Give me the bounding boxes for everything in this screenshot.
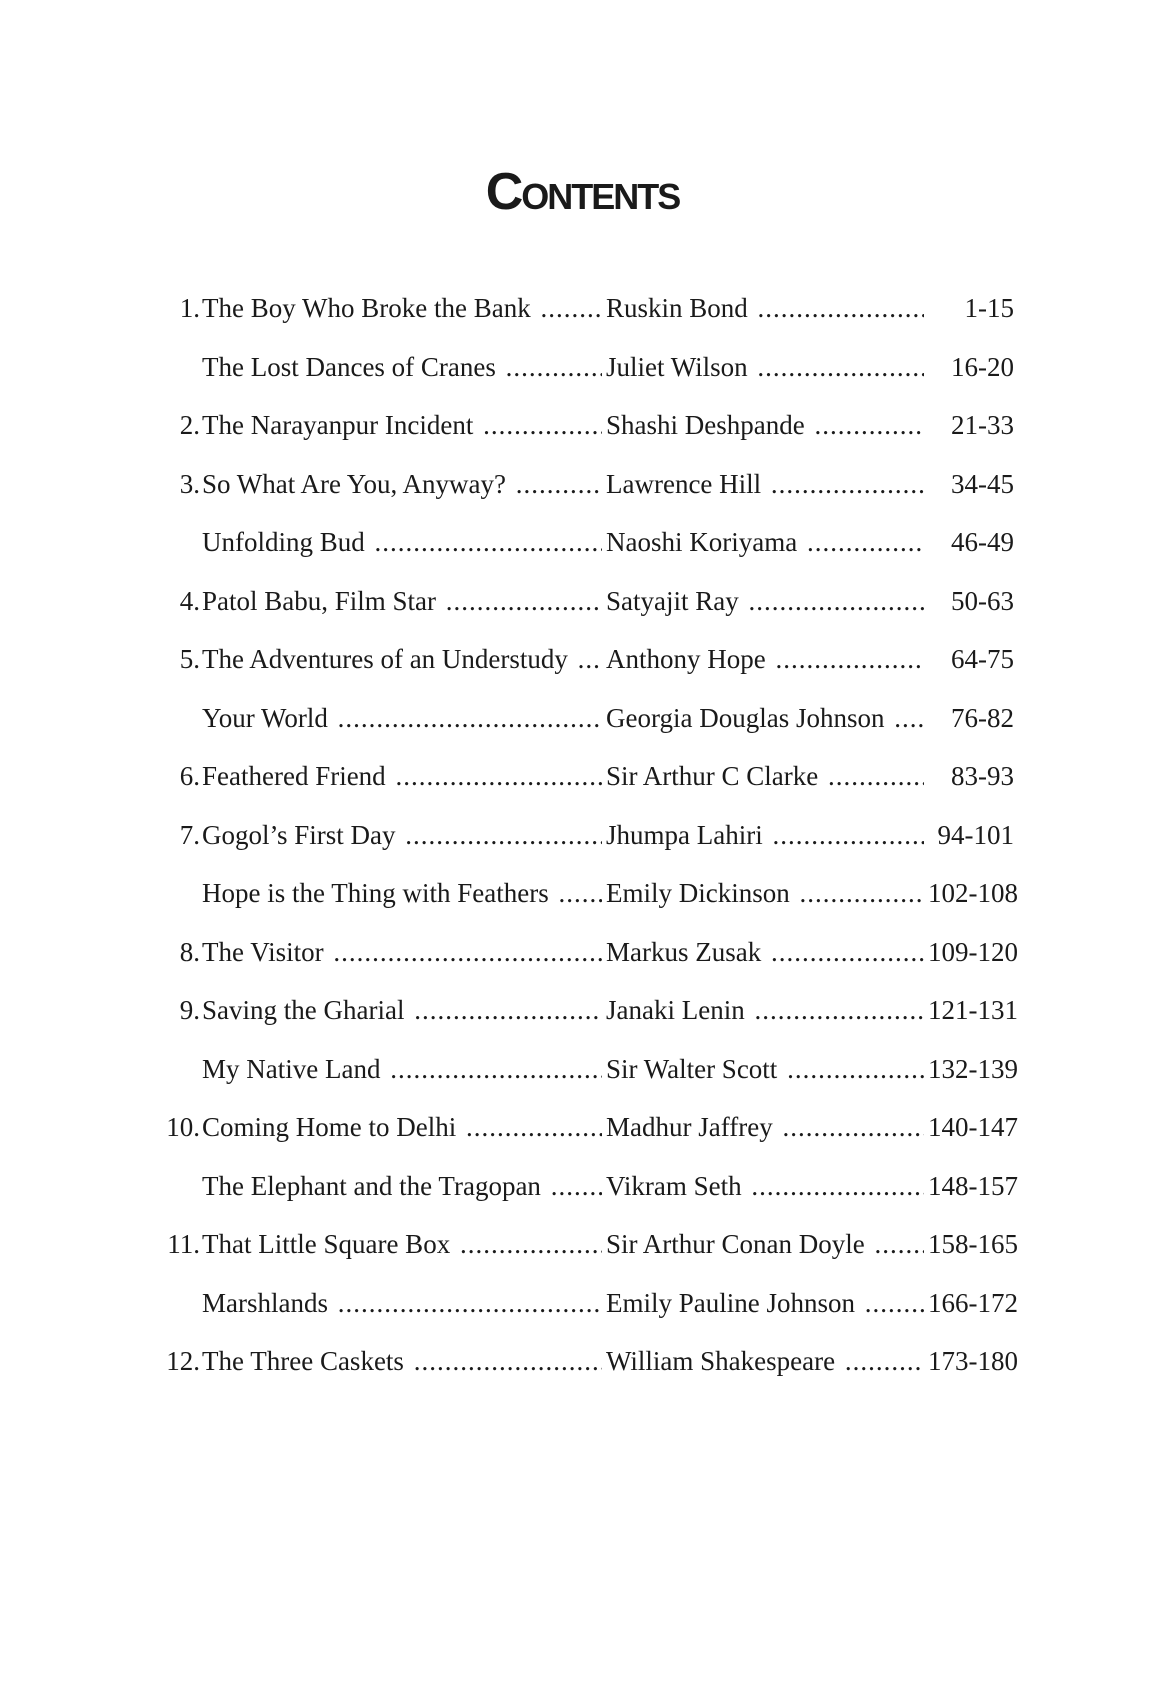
entry-pages: 83-93 [924, 756, 1014, 796]
entry-title: The Narayanpur Incident ..... [202, 405, 602, 445]
toc-entry[interactable] [0, 288, 1165, 328]
entry-pages: 1-15 [924, 288, 1014, 328]
entry-author: Markus Zusak ..... [606, 932, 924, 972]
entry-author: Emily Dickinson ..... [606, 873, 924, 913]
entry-number: 2. [179, 410, 200, 440]
entry-number: 9. [179, 995, 200, 1025]
entry-number: 7. [179, 819, 200, 850]
entry-author: Shashi Deshpande ..... [606, 405, 924, 445]
toc-entry[interactable] [0, 1341, 1165, 1381]
entry-pages: 140-147 [924, 1107, 1014, 1147]
entry-author: Vikram Seth ..... [606, 1166, 924, 1206]
toc-entry[interactable] [0, 932, 1165, 972]
entry-title: Coming Home to Delhi ..... [202, 1107, 602, 1147]
toc-entry[interactable] [0, 873, 1165, 913]
entry-title: The Adventures of an Understudy ..... [202, 639, 602, 679]
entry-author: Georgia Douglas Johnson ..... [606, 698, 924, 738]
entry-number: 6. [179, 761, 200, 791]
entry-pages: 46-49 [924, 522, 1014, 562]
toc-entry[interactable] [0, 1166, 1165, 1206]
entry-number: 10. [166, 1112, 200, 1142]
toc-entry[interactable] [0, 581, 1165, 621]
entry-title: Hope is the Thing with Feathers ..... [202, 873, 602, 913]
toc-entry[interactable] [0, 698, 1165, 738]
entry-pages: 94-101 [924, 815, 1014, 855]
toc-entry[interactable] [0, 639, 1165, 679]
entry-title: Unfolding Bud ..... [202, 522, 602, 562]
entry-title: My Native Land ..... [202, 1049, 602, 1089]
entry-pages: 102-108 [924, 873, 1014, 913]
entry-pages: 132-139 [924, 1049, 1014, 1089]
entry-number: 11. [167, 1229, 200, 1259]
entry-pages: 173-180 [924, 1341, 1014, 1381]
toc-entry[interactable] [0, 815, 1165, 855]
entry-title: The Visitor ..... [202, 932, 602, 972]
entry-title: Marshlands ..... [202, 1283, 602, 1323]
entry-author: Satyajit Ray ..... [606, 581, 924, 621]
entry-author: Sir Walter Scott ..... [606, 1049, 924, 1089]
entry-number: 12. [166, 1346, 200, 1376]
entry-author: Lawrence Hill ..... [606, 464, 924, 504]
toc-entry[interactable] [0, 1049, 1165, 1089]
entry-author: Sir Arthur Conan Doyle ..... [606, 1224, 924, 1264]
entry-title: The Elephant and the Tragopan ..... [202, 1166, 602, 1206]
entry-pages: 166-172 [924, 1283, 1014, 1323]
entry-pages: 158-165 [924, 1224, 1014, 1264]
toc-entry[interactable] [0, 1107, 1165, 1147]
entry-number: 3. [179, 468, 200, 499]
entry-author: Jhumpa Lahiri ..... [606, 815, 924, 855]
toc-entry[interactable] [0, 522, 1165, 562]
entry-pages: 16-20 [924, 347, 1014, 387]
entry-title: Patol Babu, Film Star ..... [202, 581, 602, 621]
entry-author: Anthony Hope ..... [606, 639, 924, 679]
entry-number: 8. [179, 936, 200, 967]
entry-author: Madhur Jaffrey ..... [606, 1107, 924, 1147]
entry-author: Juliet Wilson ..... [606, 347, 924, 387]
entry-pages: 21-33 [924, 405, 1014, 445]
entry-number: 1. [179, 293, 200, 323]
entry-pages: 109-120 [924, 932, 1014, 972]
entry-title: The Three Caskets ..... [202, 1341, 602, 1381]
page-title: Contents [485, 163, 680, 221]
toc-entry[interactable] [0, 990, 1165, 1030]
toc-entry[interactable] [0, 1224, 1165, 1264]
entry-title: Saving the Gharial ..... [202, 990, 602, 1030]
entry-number: 5. [179, 644, 200, 674]
entry-title: The Boy Who Broke the Bank ..... [202, 288, 602, 328]
entry-author: Janaki Lenin ..... [606, 990, 924, 1030]
entry-author: Ruskin Bond ..... [606, 288, 924, 328]
entry-author: Sir Arthur C Clarke ..... [606, 756, 924, 796]
entry-pages: 148-157 [924, 1166, 1014, 1206]
entry-pages: 50-63 [924, 581, 1014, 621]
entry-title: That Little Square Box ..... [202, 1224, 602, 1264]
entry-number: 4. [179, 585, 200, 616]
entry-title: Gogol’s First Day ..... [202, 815, 602, 855]
entry-pages: 64-75 [924, 639, 1014, 679]
entry-pages: 34-45 [924, 464, 1014, 504]
entry-author: Emily Pauline Johnson ..... [606, 1283, 924, 1323]
toc-entry[interactable] [0, 405, 1165, 445]
entry-title: Feathered Friend ..... [202, 756, 602, 796]
entry-title: Your World ..... [202, 698, 602, 738]
toc-entry[interactable] [0, 347, 1165, 387]
entry-title: The Lost Dances of Cranes ..... [202, 347, 602, 387]
toc-entry[interactable] [0, 1283, 1165, 1323]
entry-title: So What Are You, Anyway? ..... [202, 464, 602, 504]
entry-pages: 121-131 [924, 990, 1014, 1030]
entry-pages: 76-82 [924, 698, 1014, 738]
entry-author: William Shakespeare ..... [606, 1341, 924, 1381]
toc-entry[interactable] [0, 756, 1165, 796]
toc-entry[interactable] [0, 464, 1165, 504]
entry-author: Naoshi Koriyama ..... [606, 522, 924, 562]
